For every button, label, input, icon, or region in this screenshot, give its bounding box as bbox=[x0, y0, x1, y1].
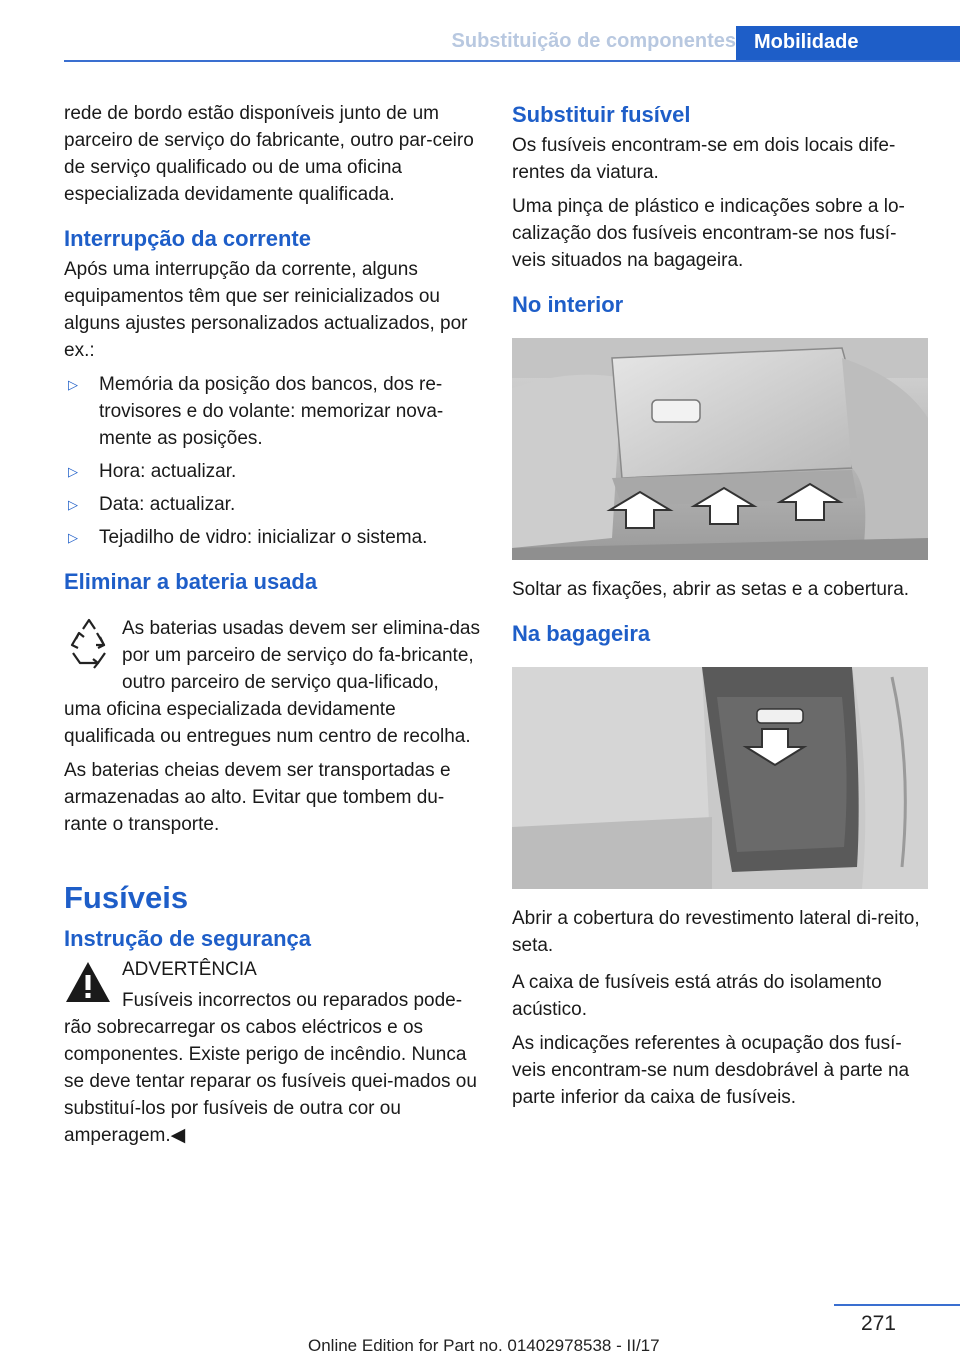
replace-fuse-heading: Substituir fusível bbox=[512, 102, 691, 127]
reset-list bbox=[64, 371, 480, 551]
boot-panel-photo bbox=[512, 667, 928, 889]
triangle-bullet-icon: ▷ bbox=[68, 377, 78, 392]
list-item: ▷ Tejadilho de vidro: inicializar o sistema. bbox=[64, 524, 480, 551]
boot-text-2: As indicações referentes à ocupação dos fusí‐veis encontram-se num desdobrável à parte na parte inferior da caixa de fusíveis. bbox=[512, 1033, 910, 1108]
page-header bbox=[64, 26, 960, 62]
header-chapter-tab: Mobilidade bbox=[736, 26, 960, 62]
edition-footer: Online Edition for Part no. 01402978538 - II/17 bbox=[308, 1336, 660, 1355]
boot-text-1: A caixa de fusíveis está atrás do isolamento acústico. bbox=[512, 972, 882, 1020]
triangle-bullet-icon: ▷ bbox=[68, 530, 78, 545]
warning-triangle-icon bbox=[64, 960, 112, 1006]
triangle-bullet-icon: ▷ bbox=[68, 464, 78, 479]
header-divider bbox=[64, 60, 960, 62]
battery-disposal-text: As baterias usadas devem ser elimina‐das por um parceiro de serviço do fa‐bricante, outro parceiro de serviço qua‐lificado, uma oficina especializada devidamente qualificada ou entregues num centro de recolha. bbox=[64, 618, 481, 747]
triangle-bullet-icon: ▷ bbox=[68, 497, 78, 512]
footer-divider bbox=[834, 1304, 960, 1306]
glovebox-photo bbox=[512, 338, 928, 560]
warning-text: Fusíveis incorrectos ou reparados pode‐rão sobrecarregar os cabos eléctricos e os componentes. Existe perigo de incêndio. Nunca se deve tentar reparar os fusíveis quei‐mados ou substituí-los por fusíveis de outra cor ou amperagem.◀ bbox=[64, 990, 477, 1146]
battery-disposal-block bbox=[64, 615, 480, 757]
boot-heading: Na bagageira bbox=[512, 621, 651, 646]
warning-label: ADVERTÊNCIA bbox=[122, 959, 257, 980]
recycle-icon bbox=[64, 615, 114, 675]
list-item: ▷ Hora: actualizar. bbox=[64, 458, 480, 485]
header-section-title: Substituição de componentes bbox=[451, 30, 736, 52]
interior-caption: Soltar as fixações, abrir as setas e a cobertura. bbox=[512, 579, 910, 600]
page-number: 271 bbox=[860, 1312, 896, 1335]
battery-transport-text: As baterias cheias devem ser transportadas e armazenadas ao alto. Evitar que tombem du‐rante o transporte. bbox=[64, 760, 451, 835]
fuses-heading: Fusíveis bbox=[64, 880, 189, 915]
replace-fuse-text-2: Uma pinça de plástico e indicações sobre a lo‐calização dos fusíveis encontram-se nos fusí‐veis situados na bagageira. bbox=[512, 196, 905, 271]
right-column bbox=[512, 100, 928, 1118]
safety-heading: Instrução de segurança bbox=[64, 926, 311, 951]
list-item: ▷ Data: actualizar. bbox=[64, 491, 480, 518]
list-item: ▷ Memória da posição dos bancos, dos re‐trovisores e do volante: memorizar nova‐mente as posições. bbox=[64, 371, 480, 452]
warning-block bbox=[64, 956, 480, 1156]
interior-heading: No interior bbox=[512, 292, 624, 317]
replace-fuse-text-1: Os fusíveis encontram-se em dois locais dife‐rentes da viatura. bbox=[512, 135, 896, 183]
battery-disposal-heading: Eliminar a bateria usada bbox=[64, 569, 318, 594]
left-column bbox=[64, 100, 480, 1156]
power-interruption-text: Após uma interrupção da corrente, alguns equipamentos têm que ser reinicializados ou alguns ajustes personalizados actualizados, por ex.: bbox=[64, 259, 468, 361]
intro-paragraph: rede de bordo estão disponíveis junto de um parceiro de serviço do fabricante, outro par‐ceiro de serviço qualificado ou de uma oficina especializada devidamente qualificada. bbox=[64, 103, 474, 205]
power-interruption-heading: Interrupção da corrente bbox=[64, 226, 311, 251]
boot-caption: Abrir a cobertura do revestimento lateral di‐reito, seta. bbox=[512, 908, 920, 956]
